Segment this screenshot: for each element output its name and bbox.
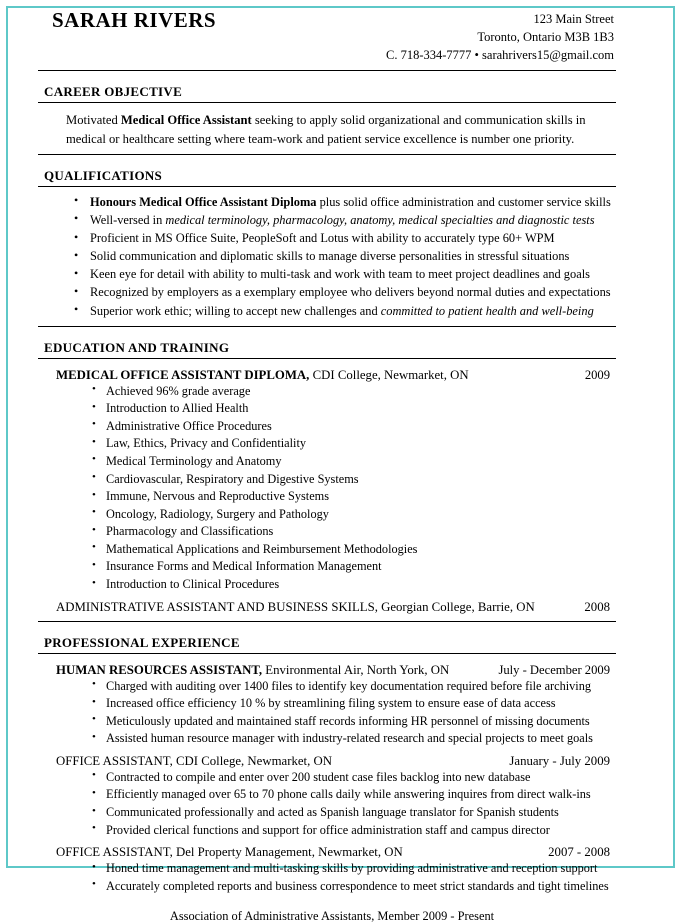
- experience-entry-date: July - December 2009: [498, 662, 610, 677]
- qualification-item: [72, 247, 616, 265]
- contact-block: [386, 8, 616, 64]
- education-entries: [38, 365, 616, 615]
- education-bullet-item: • Achieved 96% grade average: [92, 383, 616, 401]
- experience-entry: [38, 839, 616, 860]
- text-run: medical terminology, pharmacology, anatomy, medical specialties and diagnostic tests: [165, 212, 595, 227]
- text-run: seeking to apply solid organizational and communication skills in medical or healthcare setting where team-work and patient service excellence is number one priority.: [66, 113, 586, 146]
- education-bullet-item: • Immune, Nervous and Reproductive Systems: [92, 488, 616, 506]
- contact-phone-email: C. 718-334-7777 • sarahrivers15@gmail.com: [386, 48, 614, 63]
- text-run: Recognized by employers as a exemplary employee who delivers beyond normal duties and expectations: [90, 285, 611, 300]
- education-entry: [38, 594, 616, 615]
- header-divider: [38, 70, 616, 71]
- experience-bullet-item: • Accurately completed reports and business correspondence to meet strict standards and tight timelines: [92, 878, 616, 896]
- text-run: Superior work ethic; willing to accept new challenges and: [90, 303, 381, 318]
- experience-entry-subtitle: CDI College, Newmarket, ON: [172, 753, 332, 768]
- education-entry-date: 2008: [584, 599, 610, 614]
- education-entry-heading: [56, 600, 535, 615]
- section-professional-experience: [38, 635, 616, 896]
- section-title-qualifications: QUALIFICATIONS: [44, 167, 163, 183]
- education-bullet-item: • Pharmacology and Classifications: [92, 523, 616, 541]
- education-entry-title: MEDICAL OFFICE ASSISTANT DIPLOMA,: [56, 367, 310, 382]
- text-run: plus solid office administration and customer service skills: [316, 194, 611, 209]
- text-run: Motivated: [66, 113, 121, 128]
- qualification-item: [72, 283, 616, 301]
- qualifications-bottom-divider: [38, 326, 616, 327]
- education-bottom-divider: [38, 621, 616, 622]
- experience-bullet-list: [38, 678, 616, 748]
- experience-entry-heading: [56, 663, 449, 678]
- experience-entry-date: 2007 - 2008: [548, 845, 610, 860]
- experience-entry-title: OFFICE ASSISTANT,: [56, 845, 173, 860]
- experience-entries: [38, 660, 616, 896]
- qualification-item: [72, 193, 616, 211]
- education-entry-date: 2009: [584, 367, 610, 382]
- education-bullet-item: • Insurance Forms and Medical Information Management: [92, 558, 616, 576]
- section-education-and-training: [38, 340, 616, 615]
- contact-address: 123 Main Street: [533, 12, 614, 26]
- experience-bullet-item: • Communicated professionally and acted as Spanish language translator for Spanish students: [92, 804, 616, 822]
- section-title-career-objective: CAREER OBJECTIVE: [44, 84, 183, 100]
- experience-bullet-item: • Provided clerical functions and support for office administration staff and campus director: [92, 822, 616, 840]
- resume-content: [38, 8, 616, 924]
- experience-entry: [38, 660, 616, 678]
- experience-bullet-item: • Charged with auditing over 1400 files to identify key documentation required before file archiving: [92, 678, 616, 696]
- experience-bullet-item: • Meticulously updated and maintained staff records informing HR personnel of missing documents: [92, 713, 616, 731]
- experience-entry-heading: [56, 845, 403, 860]
- section-divider-experience: [38, 653, 616, 654]
- section-qualifications: [38, 168, 616, 320]
- education-bullet-item: • Law, Ethics, Privacy and Confidentiality: [92, 435, 616, 453]
- experience-entry-subtitle: Del Property Management, Newmarket, ON: [172, 845, 403, 860]
- membership-note: Association of Administrative Assistants, Member 2009 - Present: [169, 909, 495, 924]
- experience-bullet-item: • Contracted to compile and enter over 200 student case files backlog into new database: [92, 769, 616, 787]
- section-divider-education: [38, 358, 616, 359]
- career-objective-bottom-divider: [38, 154, 616, 155]
- resume-header: [38, 8, 616, 68]
- experience-bullet-item: • Increased office efficiency 10 % by streamlining filing system to ensure ease of data access: [92, 695, 616, 713]
- text-run: committed to patient health and well-being: [380, 303, 594, 318]
- section-title-experience: PROFESSIONAL EXPERIENCE: [44, 634, 240, 650]
- education-bullet-item: • Introduction to Allied Health: [92, 400, 616, 418]
- section-divider-qualifications: [38, 186, 616, 187]
- education-entry-subtitle: Georgian College, Barrie, ON: [377, 599, 535, 614]
- experience-entry-subtitle: Environmental Air, North York, ON: [262, 662, 450, 677]
- text-run: Keen eye for detail with ability to multi-task and work with team to meet project deadlines and goals: [90, 267, 590, 282]
- career-objective-text: [38, 109, 616, 148]
- education-bullet-item: • Mathematical Applications and Reimbursement Methodologies: [92, 541, 616, 559]
- education-bullet-item: • Medical Terminology and Anatomy: [92, 453, 616, 471]
- education-bullet-item: • Oncology, Radiology, Surgery and Pathology: [92, 506, 616, 524]
- qualification-item: [72, 229, 616, 247]
- text-run: Honours Medical Office Assistant Diploma: [90, 194, 317, 209]
- experience-entry-date: January - July 2009: [509, 753, 610, 768]
- education-bullet-list: [38, 383, 616, 594]
- candidate-name: SARAH RIVERS: [52, 8, 217, 32]
- text-run: Medical Office Assistant: [120, 113, 252, 128]
- qualifications-list: [38, 193, 616, 320]
- education-bullet-item: • Cardiovascular, Respiratory and Digestive Systems: [92, 471, 616, 489]
- qualification-item: [72, 302, 616, 320]
- experience-entry: [38, 748, 616, 769]
- text-run: Proficient in MS Office Suite, PeopleSoft and Lotus with ability to accurately type 60+ WPM: [90, 231, 555, 246]
- text-run: Well-versed in: [90, 212, 166, 227]
- experience-bullet-item: • Honed time management and multi-tasking skills by providing administrative and reception support: [92, 860, 616, 878]
- contact-city: Toronto, Ontario M3B 1B3: [477, 30, 614, 45]
- education-entry-heading: [56, 368, 469, 383]
- education-entry-subtitle: CDI College, Newmarket, ON: [309, 367, 469, 382]
- section-divider-career-objective: [38, 102, 616, 103]
- education-entry-title: ADMINISTRATIVE ASSISTANT AND BUSINESS SKILLS,: [56, 599, 378, 614]
- qualification-item: [72, 265, 616, 283]
- experience-entry-title: HUMAN RESOURCES ASSISTANT,: [56, 662, 263, 677]
- text-run: Solid communication and diplomatic skills to manage diverse personalities in stressful situations: [90, 249, 570, 264]
- education-bullet-item: • Administrative Office Procedures: [92, 418, 616, 436]
- experience-bullet-list: [38, 769, 616, 839]
- experience-bullet-item: • Efficiently managed over 65 to 70 phone calls daily while answering inquires from direct walk-ins: [92, 786, 616, 804]
- name-block: [38, 8, 216, 32]
- education-entry: [38, 365, 616, 383]
- section-career-objective: [38, 84, 616, 148]
- qualification-item: [72, 211, 616, 229]
- education-bullet-item: • Introduction to Clinical Procedures: [92, 576, 616, 594]
- experience-entry-title: OFFICE ASSISTANT,: [56, 753, 173, 768]
- experience-entry-heading: [56, 754, 332, 769]
- section-title-education: EDUCATION AND TRAINING: [44, 339, 230, 355]
- experience-bullet-list: [38, 860, 616, 895]
- experience-bullet-item: • Assisted human resource manager with industry-related research and special projects to meet goals: [92, 730, 616, 748]
